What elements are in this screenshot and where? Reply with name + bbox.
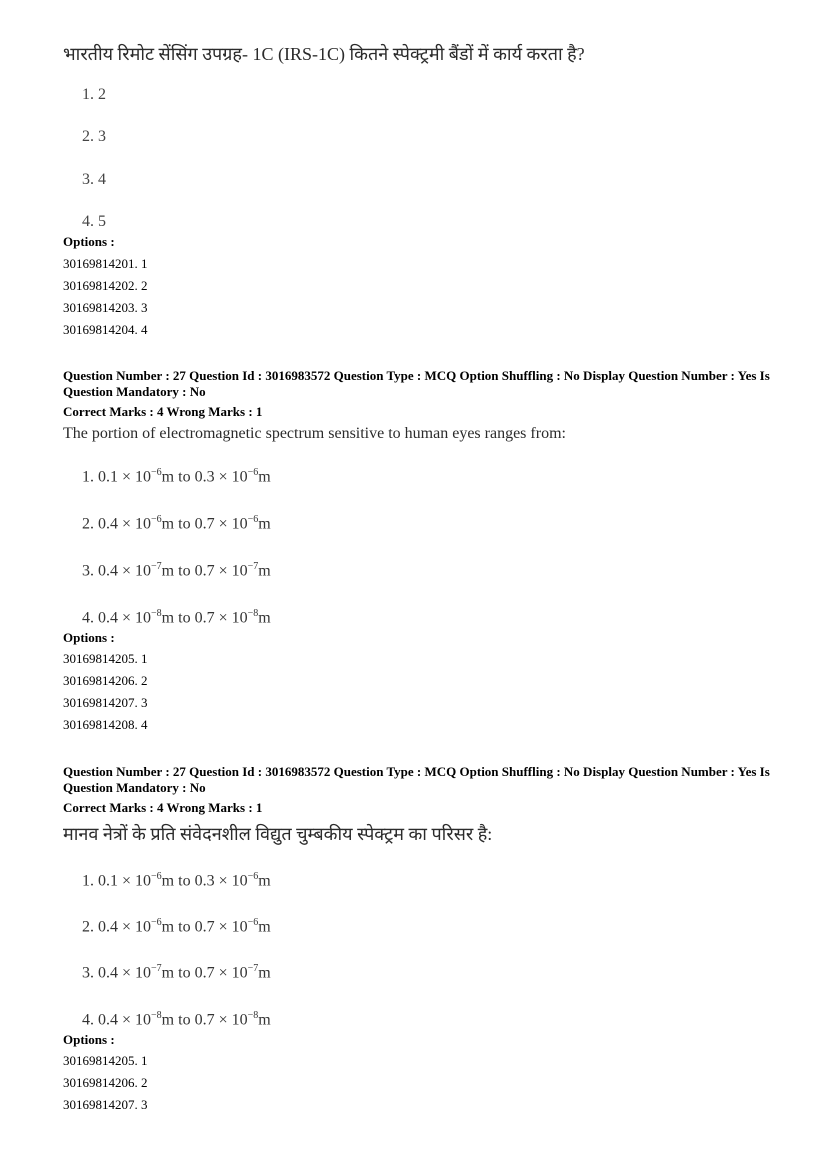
choice-3: 3. 4 [82,171,106,188]
sci-choice: 2. $0.4 \times 10^{-6}m$ to $0.7 \times 10^{-6}m$ [82,917,271,936]
question-meta [63,764,773,816]
sci-choice: 1. $0.1 \times 10^{-6}m$ to $0.3 \times 10^{-6}m$ [82,871,271,890]
option-row: 30169814201. 1 [63,256,148,271]
question-text-hindi-2: मानव नेत्रों के प्रति संवेदनशील विद्युत चुम्बकीय स्पेक्ट्रम का परिसर है: [63,824,493,844]
option-row: 30169814202. 2 [63,278,148,293]
option-row: 30169814208. 4 [63,717,148,732]
option-row: 30169814204. 4 [63,322,148,337]
option-row: 30169814206. 2 [63,673,148,688]
question-text-english: The portion of electromagnetic spectrum sensitive to human eyes ranges from: [63,425,566,442]
sci-choice: 3. $0.4 \times 10^{-7}m$ to $0.7 \times 10^{-7}m$ [82,561,271,580]
question-text-hindi-1: भारतीय रिमोट सेंसिंग उपग्रह- 1C (IRS-1C) कितने स्पेक्ट्रमी बैंडों में कार्य करता है? [63,44,585,64]
choice-2: 2. 3 [82,128,106,145]
question-meta-line: Question Number : 27 Question Id : 3016983572 Question Type : MCQ Option Shuffling : No Display Question Number : Yes Is Question Mandatory : No [63,764,770,795]
options-label: Options : [63,1032,115,1047]
option-row: 30169814205. 1 [63,1053,148,1068]
options-label: Options : [63,630,115,645]
sci-choice: 4. $0.4 \times 10^{-8}m$ to $0.7 \times 10^{-8}m$ [82,1010,271,1029]
option-row: 30169814207. 3 [63,1097,148,1112]
sci-choice: 1. $0.1 \times 10^{-6}m$ to $0.3 \times 10^{-6}m$ [82,467,271,486]
marks-line: Correct Marks : 4 Wrong Marks : 1 [63,800,263,815]
choice-1: 1. 2 [82,86,106,103]
sci-choice: 3. $0.4 \times 10^{-7}m$ to $0.7 \times 10^{-7}m$ [82,963,271,982]
option-row: 30169814203. 3 [63,300,148,315]
option-row: 30169814207. 3 [63,695,148,710]
question-meta-line: Question Number : 27 Question Id : 3016983572 Question Type : MCQ Option Shuffling : No Display Question Number : Yes Is Question Mandatory : No [63,368,770,399]
marks-line: Correct Marks : 4 Wrong Marks : 1 [63,404,263,419]
sci-choice: 4. $0.4 \times 10^{-8}m$ to $0.7 \times 10^{-8}m$ [82,608,271,627]
question-meta [63,368,773,420]
sci-choice: 2. $0.4 \times 10^{-6}m$ to $0.7 \times 10^{-6}m$ [82,514,271,533]
option-row: 30169814206. 2 [63,1075,148,1090]
choice-4: 4. 5 [82,213,106,230]
options-label: Options : [63,234,115,249]
option-row: 30169814205. 1 [63,651,148,666]
